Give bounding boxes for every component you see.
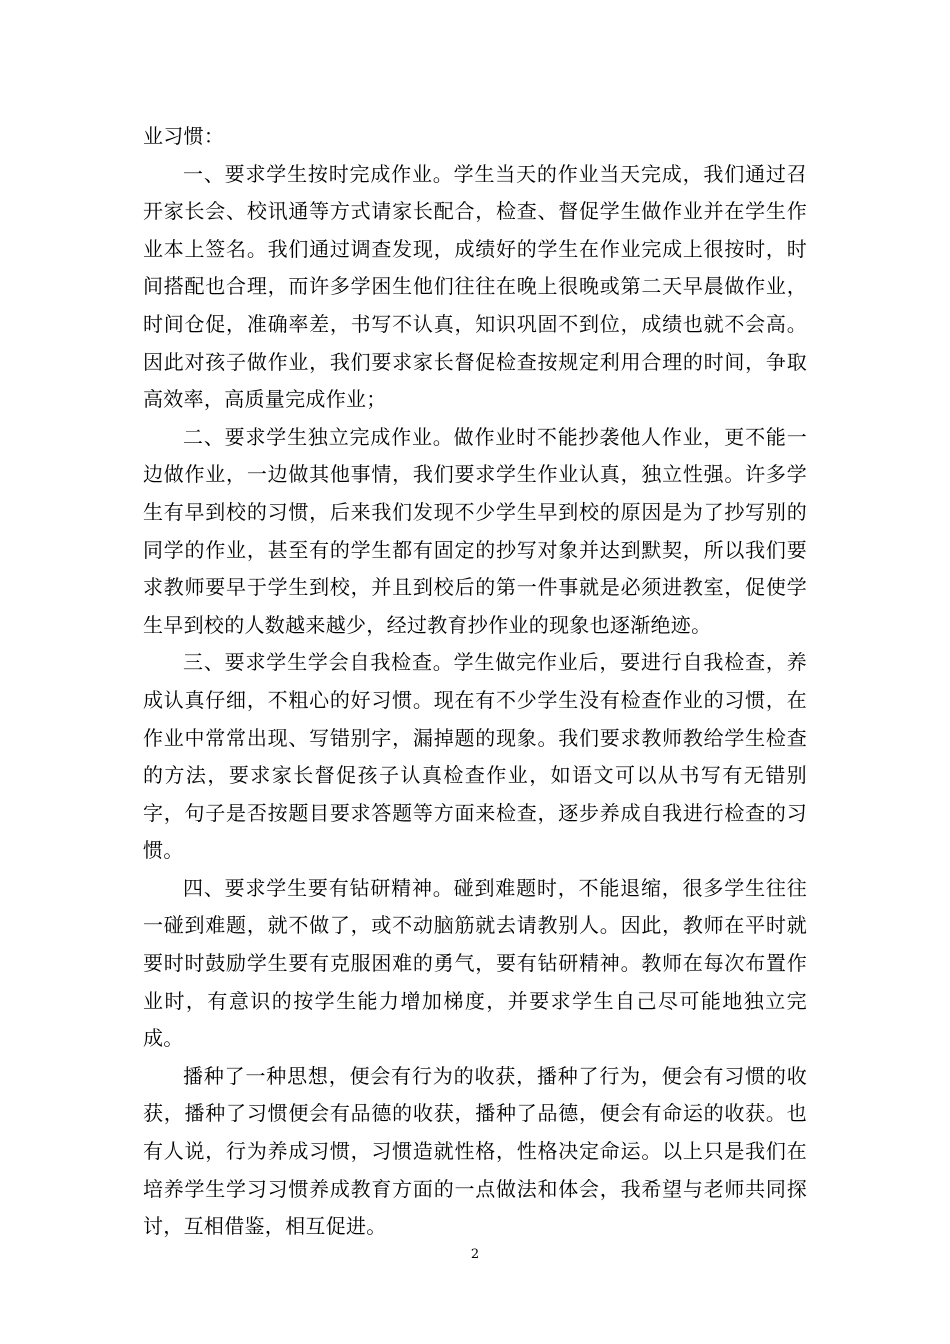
paragraph-point-one: 一、要求学生按时完成作业。学生当天的作业当天完成，我们通过召开家长会、校讯通等方式请家长配合，检查、督促学生做作业并在学生作业本上签名。我们通过调查发现，成绩好的学生在作业完成上很按时，时间搭配也合理，而许多学困生他们往往在晚上很晚或第二天早晨做作业，时间仓促，准确率差，书写不认真，知识巩固不到位，成绩也就不会高。因此对孩子做作业，我们要求家长督促检查按规定利用合理的时间，争取高效率，高质量完成作业； xyxy=(143,161,807,412)
document-body xyxy=(143,118,807,1246)
paragraph-point-four: 四、要求学生要有钻研精神。碰到难题时，不能退缩，很多学生往往一碰到难题，就不做了，或不动脑筋就去请教别人。因此，教师在平时就要时时鼓励学生要有克服困难的勇气，要有钻研精神。教师在每次布置作业时，有意识的按学生能力增加梯度，并要求学生自己尽可能地独立完成。 xyxy=(143,875,807,1051)
paragraph-continuation: 业习惯： xyxy=(143,124,225,148)
paragraph-point-three: 三、要求学生学会自我检查。学生做完作业后，要进行自我检查，养成认真仔细，不粗心的好习惯。现在有不少学生没有检查作业的习惯，在作业中常常出现、写错别字，漏掉题的现象。我们要求教师教给学生检查的方法，要求家长督促孩子认真检查作业，如语文可以从书写有无错别字，句子是否按题目要求答题等方面来检查，逐步养成自我进行检查的习惯。 xyxy=(143,650,807,863)
paragraph-conclusion: 播种了一种思想，便会有行为的收获，播种了行为，便会有习惯的收获，播种了习惯便会有品德的收获，播种了品德，便会有命运的收获。也有人说，行为养成习惯，习惯造就性格，性格决定命运。以上只是我们在培养学生学习习惯养成教育方面的一点做法和体会，我希望与老师共同探讨，互相借鉴，相互促进。 xyxy=(143,1063,807,1239)
page-number: 2 xyxy=(470,1247,480,1262)
paragraph-point-two: 二、要求学生独立完成作业。做作业时不能抄袭他人作业，更不能一边做作业，一边做其他事情，我们要求学生作业认真，独立性强。许多学生有早到校的习惯，后来我们发现不少学生早到校的原因是为了抄写别的同学的作业，甚至有的学生都有固定的抄写对象并达到默契，所以我们要求教师要早于学生到校，并且到校后的第一件事就是必须进教室，促使学生早到校的人数越来越少，经过教育抄作业的现象也逐渐绝迹。 xyxy=(143,424,807,637)
